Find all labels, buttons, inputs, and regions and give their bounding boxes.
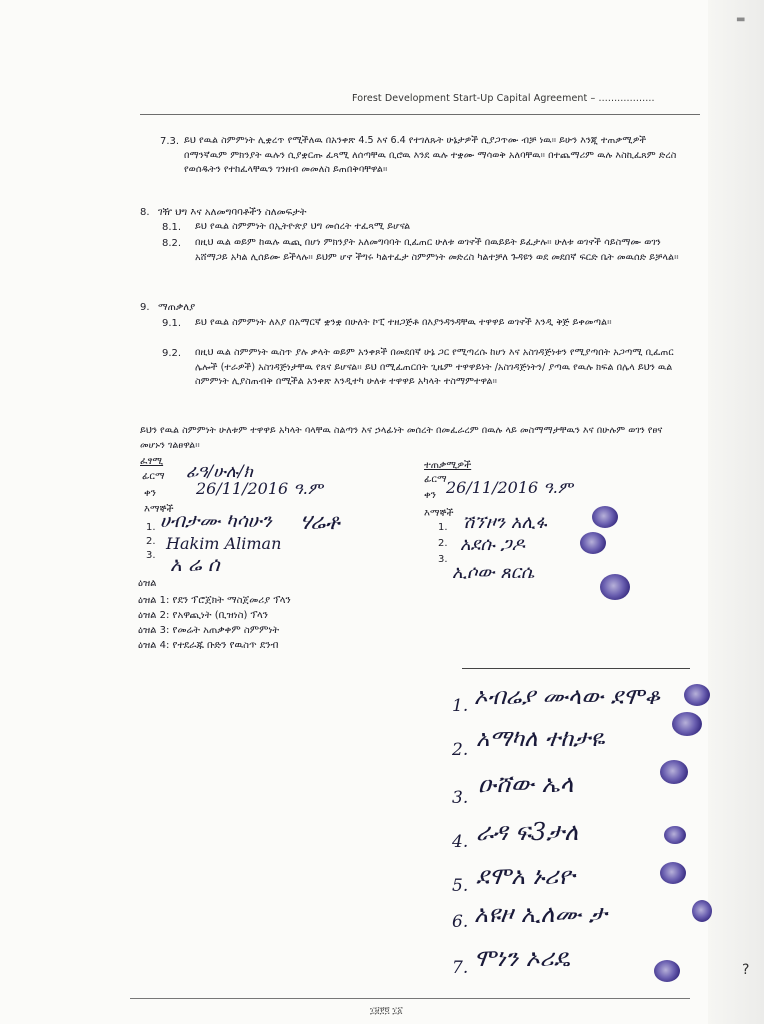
member-1-number: 1. bbox=[452, 696, 469, 716]
annex-2: ዕዝል 2: የአዋጪነት (ቢዝነስ) ፕላን bbox=[138, 610, 268, 621]
member-4-name: ራዳ ፍ3ታለ bbox=[476, 818, 579, 846]
section-9-title: ማጠቃለያ bbox=[158, 302, 196, 313]
left-witness-signature: ሃሬቶ bbox=[300, 510, 340, 535]
annex-3: ዕዝል 3: የመሬት አጠቃቀም ስምምነት bbox=[138, 625, 280, 636]
annex-4: ዕዝል 4: የተደራጁ ቡድን የዉስጥ ደንብ bbox=[138, 640, 279, 651]
annex-1: ዕዝል 1: የደን ፕሮጀክት ማስጀመሪያ ፕላን bbox=[138, 595, 291, 606]
member-4-stamp bbox=[664, 826, 686, 844]
section-8-number: 8. bbox=[140, 207, 150, 218]
clause-7-3-number: 7.3. bbox=[160, 136, 180, 147]
right-party-title: ተጠቃሚዎች bbox=[424, 460, 472, 471]
bottom-rule bbox=[130, 998, 690, 999]
member-4-number: 4. bbox=[452, 832, 469, 852]
left-signature: ፊዓ/ሁሉ/ክ bbox=[186, 462, 253, 482]
member-6-number: 6. bbox=[452, 912, 469, 932]
clause-9-2-text: በዚህ ዉል ስምምነት ዉስጥ ያሉ ቃላት ወይም አንቀጾች በመደበኛ ሁኔ ጋር የሚጣረሱ ከሆነ እና አስገዳጅነቱን የሚያጣበት አጋጣሚ ቢፈጠር ሌሎች (ተራዎች) አስገዳጅነታቸዉ የጸና ይሆናል። ይህ በሚፈጠርበት ጊዜም ተዋዋይነት /አስገዳጅነትን/ ያጣዉ የዉሉ ክፍል በሌላ ይህን ዉል ስምምነት ሊያስጠብቅ በሚችል አንቀጽ እንዲተካ ሁለቱ ተዋዋይ አካላት ተስማምተዋል። bbox=[195, 347, 674, 388]
member-1-stamp bbox=[684, 684, 710, 706]
member-2-stamp bbox=[672, 712, 702, 736]
scan-mark: ▬ bbox=[736, 14, 746, 25]
right-witnesses-label: እማኞች bbox=[424, 508, 454, 519]
right-witness-1-number: 1. bbox=[438, 522, 448, 533]
member-list-rule bbox=[462, 668, 690, 669]
clause-7-3-text: ይህ የዉል ስምምነት ሊቋረጥ የሚችለዉ በአንቀጽ 4.5 እና 6.4 የተገለጹት ሁኔታዎች ሲያጋጥሙ ብቻ ነዉ። ይሁን እንጂ ተጠቃሚዎች በማንኛዉም ምክንያት ዉሉን ሲያቋርጡ ፈጻሚ ለሰጣቸዉ ቢሮዉ እንደ ዉሉ ተቋሙ ማሳወቅ አለባቸዉ። በተጨማሪም ዉሉ እስኪፈጸም ድረስ የወሰዱትን የተከፈላቸዉን ገንዘብ መመለስ ይጠበቅባቸዋል። bbox=[184, 135, 677, 176]
section-9-number: 9. bbox=[140, 302, 150, 313]
member-6-stamp bbox=[692, 900, 712, 922]
clause-8-2-text: በዚህ ዉል ወይም ከዉሉ ዉጪ በሆነ ምክንያት አለመግባባት ቢፈጠር ሁለቱ ወገኖች በዉይይት ይፈታሉ። ሁለቱ ወገኖች ሳይስማሙ ወገን አሸማጋይ አካል ሊሰይሙ ይችላሉ። ይህም ሆኖ ችግሩ ካልተፈታ ስምምነት መድረስ ካልተቻለ ጉዳዩን ወደ መደበኛ ፍርድ ቤት መዉሰድ ይቻላል። bbox=[195, 237, 679, 263]
member-3-name: ዑሸው ኤላ bbox=[478, 770, 574, 798]
left-date-label: ቀን bbox=[144, 488, 156, 499]
right-witness-3-name: ኢሶው ጸርሴ bbox=[452, 562, 535, 583]
closing-statement: ይህን የዉል ስምምነት ሁለቱም ተዋዋይ አካላት ባላቸዉ ስልጣን እና ኃላፊነት መሰረት በመፈራረም በዉሉ ላይ መስማማታቸዉን እና በሁሉም ወገን የፀና መሆኑን ገልፀዋል። bbox=[140, 425, 663, 451]
member-5-name: ደሞአ ኑሪዮ bbox=[476, 862, 575, 890]
right-witness-2-name: አደሱ ጋዶ bbox=[460, 534, 525, 555]
footer-mark: ፲፱፻፬ ፲፩ bbox=[370, 1006, 403, 1016]
right-witness-2-stamp bbox=[580, 532, 606, 554]
member-5-number: 5. bbox=[452, 876, 469, 896]
scan-mark-bottom: ? bbox=[742, 962, 750, 978]
left-party-title: ፈፃሚ bbox=[140, 456, 164, 467]
right-witness-1-name: ሽኘዞን አሊፋ bbox=[462, 512, 547, 533]
member-2-number: 2. bbox=[452, 740, 469, 760]
left-witness-2-number: 2. bbox=[146, 536, 156, 547]
member-7-stamp bbox=[654, 960, 680, 982]
right-witness-3-number: 3. bbox=[438, 554, 448, 565]
left-witness-3-number: 3. bbox=[146, 550, 156, 561]
member-3-number: 3. bbox=[452, 788, 469, 808]
left-witness-1-name: ሀብታሙ ካሳሁን bbox=[160, 510, 272, 532]
left-witness-3-name: አ ሬ ሰ bbox=[170, 552, 220, 576]
right-witness-1-stamp bbox=[592, 506, 618, 528]
annex-list-prefix: ዕዝል bbox=[138, 578, 157, 589]
right-witness-2-number: 2. bbox=[438, 538, 448, 549]
clause-9-2-number: 9.2. bbox=[162, 348, 182, 359]
clause-9-1-text: ይህ የዉል ስምምነት ለእያ በአማርኛ ቋንቋ በሁለት ኮፒ ተዘጋጅቶ በእያንዳንዳቸዉ ተዋዋይ ወገኖች እንዲ ቅጅ ይቀመጣል። bbox=[195, 317, 612, 328]
right-date-value: 26/11/2016 ዓ.ም bbox=[446, 478, 573, 497]
left-witness-1-number: 1. bbox=[146, 522, 156, 533]
member-6-name: አዩዞ ኢለሙ ታ bbox=[474, 900, 607, 928]
member-7-number: 7. bbox=[452, 958, 469, 978]
header-rule bbox=[140, 114, 700, 115]
section-8-title: ገዥ ህግ እና አለመግባባቶችን ስለመፍታት bbox=[158, 207, 307, 218]
clause-8-2-number: 8.2. bbox=[162, 238, 182, 249]
document-header: Forest Development Start-Up Capital Agreement – .................. bbox=[352, 93, 655, 104]
left-witness-2-name: Hakim Aliman bbox=[166, 534, 282, 553]
member-1-name: ኦብሬያ ሙላው ደሞቆ bbox=[474, 684, 660, 710]
right-date-label: ቀን bbox=[424, 490, 436, 501]
clause-8-1-number: 8.1. bbox=[162, 222, 182, 233]
member-5-stamp bbox=[660, 862, 686, 884]
right-sign-label: ፊርማ bbox=[424, 474, 447, 485]
paper-edge-shadow bbox=[708, 0, 764, 1024]
left-date-value: 26/11/2016 ዓ.ም bbox=[196, 479, 323, 498]
member-3-stamp bbox=[660, 760, 688, 784]
clause-9-1-number: 9.1. bbox=[162, 318, 182, 329]
left-sign-label: ፊርማ bbox=[142, 471, 165, 482]
member-2-name: አማካለ ተከታዬ bbox=[476, 726, 605, 752]
clause-8-1-text: ይህ የዉል ስምምነት በኢትዮጵያ ህግ መሰረት ተፈጻሚ ይሆናል bbox=[195, 221, 411, 232]
left-witnesses-label: እማኞች bbox=[144, 504, 174, 515]
member-7-name: ሞነን ኦሪዴ bbox=[474, 944, 570, 972]
right-witness-3-stamp bbox=[600, 574, 630, 600]
